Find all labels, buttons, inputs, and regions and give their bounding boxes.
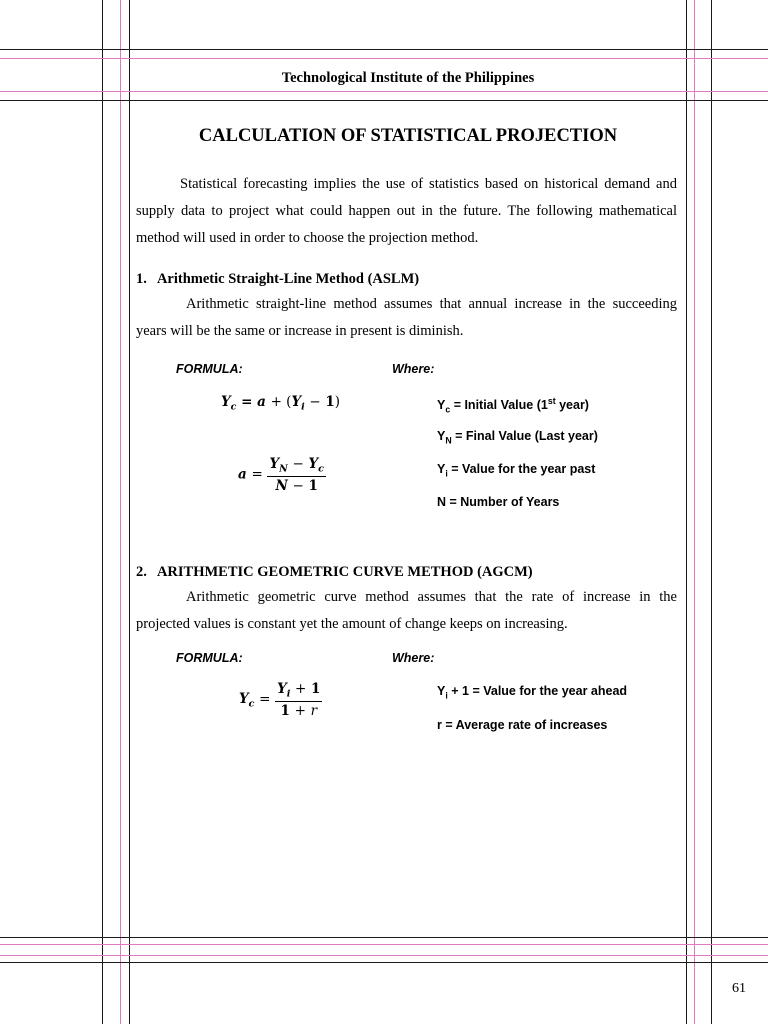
section2-heading: 2. ARITHMETIC GEOMETRIC CURVE METHOD (AGCM) [136,564,533,580]
where-yi: $Y_i$ = Value for the year past [437,462,596,479]
section1-heading: 1. Arithmetic Straight-Line Method (ASLM) [136,271,420,287]
aslm-formula-a: a = $\frac{Y_N - Y_c}{N - 1}$ [238,456,324,494]
where-r: r = Average rate of increases [437,718,608,732]
intro-paragraph: Statistical forecasting implies the use of statistics based on historical demand and supply data to project what could happen out in the future. The following mathematical method will used in order to choose the projection method. [136,176,677,246]
section1-where-label: Where: [392,362,435,376]
page-number: 61 [732,981,746,996]
where-yn: $Y_N$ = Final Value (Last year) [437,429,598,446]
where-yi-plus-1: $Y_i + 1$ = Value for the year ahead [437,684,628,701]
page-header: Technological Institute of the Philippines [281,70,535,86]
aslm-formula-yc: $Y_c = a + (Y_i - 1)$ [221,394,341,413]
where-n: N = Number of Years [437,495,560,509]
section1-formula-label: FORMULA: [176,362,243,376]
section2-formula-label: FORMULA: [176,651,243,665]
where-yc: $Y_c$ = Initial Value (1st year) [437,396,589,415]
agcm-formula: $Y_c$ = $\frac{Y_i + 1}{1 + r}$ [239,681,321,719]
section2-where-label: Where: [392,651,435,665]
section1-body: Arithmetic straight-line method assumes that annual increase in the succeeding years will be the same or increase in present is diminish. [136,296,677,339]
page-title: CALCULATION OF STATISTICAL PROJECTION [198,126,618,146]
section2-body: Arithmetic geometric curve method assumes that the rate of increase in the projected values is constant yet the amount of change keeps on increasing. [136,589,677,632]
